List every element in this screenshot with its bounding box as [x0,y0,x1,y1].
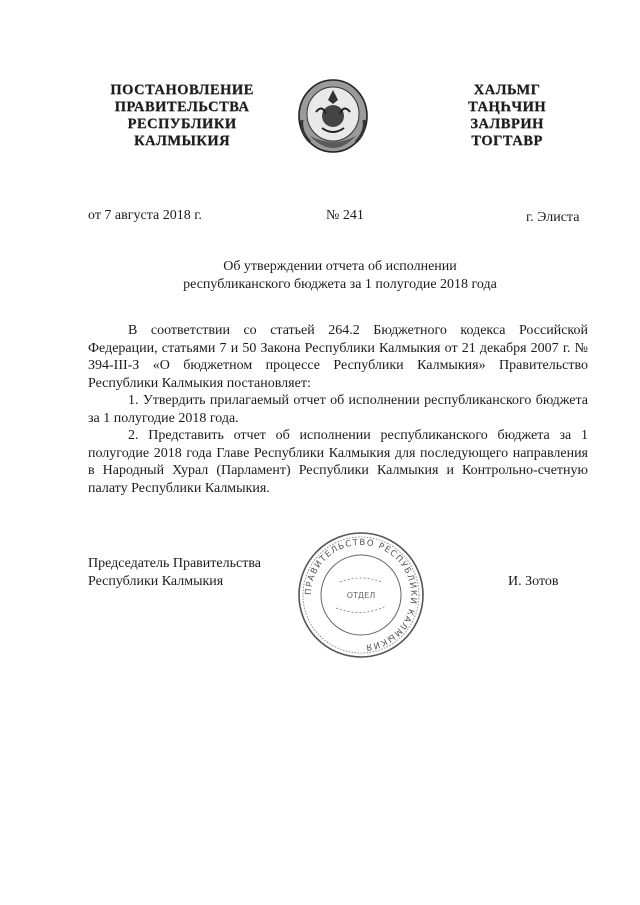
signatory-title-line: Председатель Правительства [88,556,261,571]
document-body [88,322,588,497]
header-right-line: ТАҢҺЧИН [467,99,547,115]
body-paragraph: 2. Представить отчет об исполнении республиканского бюджета за 1 полугодие 2018 года Главе Республики Калмыкия для последующего направления в Народный Хурал (Парламент) Республики Калмыкия и Контрольно-счетную палату Республики Калмыкия. [88,428,588,496]
document-date: от 7 августа 2018 г. [88,208,202,223]
seal-inner-text: ОТДЕЛ [346,591,376,600]
header-right-line: ТОГТАВР [471,133,543,149]
body-paragraph: В соответствии со статьей 264.2 Бюджетного кодекса Российской Федерации, статьями 7 и 50 Закона Республики Калмыкия от 21 декабря 2007 г. № 394-III-З «О бюджетном процессе Республики Калмыкия» Правительство Республики Калмыкия постановляет: [88,323,588,391]
header-left-line: РЕСПУБЛИКИ [127,116,237,132]
document-city: г. Элиста [526,210,580,225]
header-right-line: ХАЛЬМГ [473,82,541,98]
header-right-title [448,82,566,150]
header-left-title [92,82,272,150]
header-left-line: ПОСТАНОВЛЕНИЕ [110,82,254,98]
seal-outer-text: ПРАВИТЕЛЬСТВО РЕСПУБЛИКИ КАЛМЫКИЯ [303,537,419,652]
body-paragraph: 1. Утвердить прилагаемый отчет об исполнении республиканского бюджета за 1 полугодие 2018 года. [88,393,588,426]
signatory-title [88,555,261,591]
signatory-title-line: Республики Калмыкия [88,574,224,589]
document-number: № 241 [326,208,364,223]
header-right-line: ЗАЛВРИН [470,116,544,132]
state-emblem-icon [296,76,370,162]
title-line: Об утверждении отчета об исполнении [223,259,457,274]
document-title [90,258,590,294]
header-left-line: КАЛМЫКИЯ [134,133,230,149]
header-left-line: ПРАВИТЕЛЬСТВА [114,99,250,115]
signatory-name: И. Зотов [508,574,559,589]
title-line: республиканского бюджета за 1 полугодие 2018 года [183,277,497,292]
official-seal-icon [296,530,426,660]
